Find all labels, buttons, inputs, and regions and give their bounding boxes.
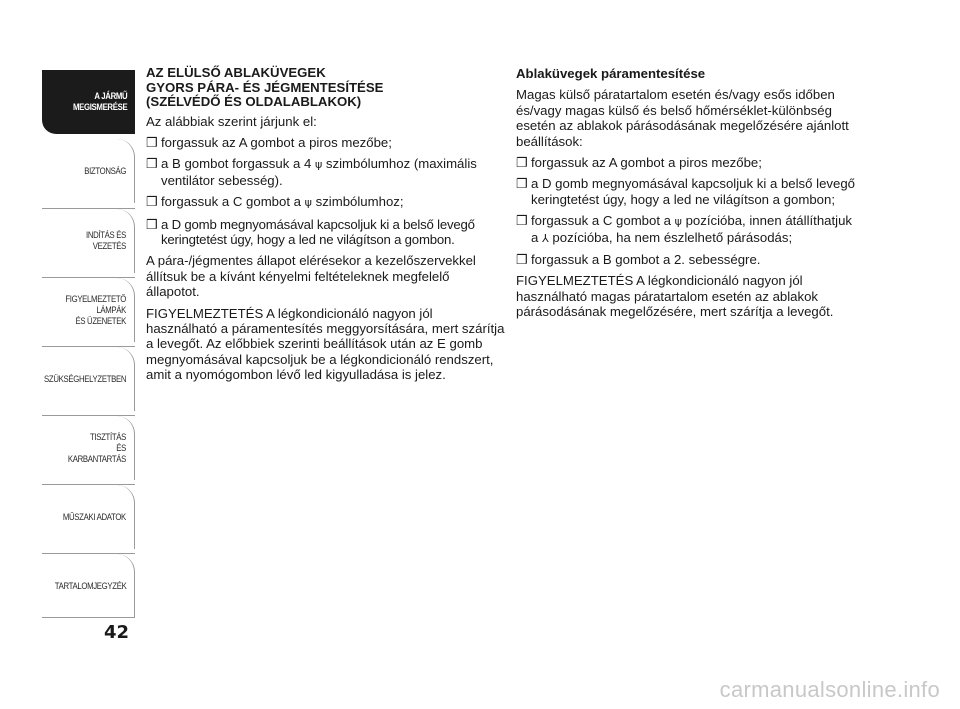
list-item	[516, 176, 861, 207]
checkbox-bullet-icon: ❒	[516, 252, 528, 268]
defrost-symbol-icon: ψ	[304, 196, 312, 210]
body-paragraph: A pára-/jégmentes állapot elérésekor a kezelőszervekkel állítsuk be a kívánt kényelmi feltételeknek megfelelő állapotot.	[146, 253, 476, 300]
tab-label: TARTALOMJEGYZÉK	[54, 580, 126, 592]
list-item-text: a B gombot forgassuk a 4	[161, 156, 315, 172]
list-item	[516, 155, 861, 170]
sidebar-bottom-rule	[42, 617, 135, 618]
heading-line: (SZÉLVÉDŐ ÉS OLDALABLAKOK)	[146, 94, 362, 109]
right-column	[516, 66, 861, 326]
list-item	[516, 252, 861, 267]
checkbox-bullet-icon: ❒	[516, 155, 528, 171]
checkbox-bullet-icon: ❒	[516, 176, 528, 192]
tab-a-jarmu-megismerese[interactable]	[42, 70, 135, 134]
section-heading	[146, 66, 506, 110]
tab-inditas-es-vezetes[interactable]	[42, 209, 135, 273]
warning-paragraph: FIGYELMEZTETÉS A légkondicionáló nagyon jól használható magas páratartalom esetén az ablakok párásodásának megelőzésére, mert szárítja a levegőt.	[516, 273, 834, 320]
list-item-text: szimbólumhoz;	[311, 194, 404, 210]
tab-tisztitas-es-karbantartas[interactable]	[42, 416, 135, 480]
list-item-text: forgassuk a C gombot a	[161, 194, 305, 210]
left-column	[146, 66, 506, 389]
list-item	[146, 156, 506, 188]
tab-label: SZÜKSÉGHELYZETBEN	[43, 373, 126, 385]
tab-biztonsag[interactable]	[42, 139, 135, 203]
checkbox-bullet-icon: ❒	[146, 216, 158, 232]
list-item-text: forgassuk az A gombot a piros mezőbe;	[531, 155, 762, 171]
checkbox-bullet-icon: ❒	[516, 213, 528, 229]
checkbox-bullet-icon: ❒	[146, 194, 158, 210]
list-item-text: forgassuk a B gombot a 2. sebességre.	[531, 252, 761, 268]
tab-label: MŰSZAKI ADATOK	[62, 511, 126, 523]
checkbox-bullet-icon: ❒	[146, 134, 158, 150]
tab-label: FIGYELMEZTETŐ LÁMPÁK ÉS ÜZENETEK	[65, 293, 126, 327]
section-subheading: Ablaküvegek páramentesítése	[516, 66, 706, 81]
list-item-text: forgassuk az A gombot a piros mezőbe;	[161, 134, 392, 150]
intro-text: Magas külső páratartalom esetén és/vagy esős időben és/vagy magas külső és belső hőmérséklet-különbség esetén az ablakok párásodásának megelőzésére ajánlott beállítások:	[516, 87, 849, 149]
intro-text: Az alábbiak szerint járjunk el:	[146, 113, 317, 129]
heading-line: AZ ELÜLSŐ ABLAKÜVEGEK	[146, 65, 326, 80]
tab-label: INDÍTÁS ÉS VEZETÉS	[85, 230, 126, 252]
tab-label: A JÁRMŰ MEGISMERÉSE	[72, 91, 127, 113]
tab-szukseghelyzetben[interactable]	[42, 347, 135, 411]
list-item-text: a D gomb megnyomásával kapcsoljuk ki a belső levegő keringtetést úgy, hogy a led ne világítson a gombon;	[531, 176, 855, 207]
warning-paragraph: FIGYELMEZTETÉS A légkondicionáló nagyon jól használható a páramentesítés meggyorsítására, mert szárítja a levegőt. Az előbbiek szerinti beállítások után az E gomb megnyomásával kapcsoljuk be a légkondicionáló rendszert, amit a nyomógombon lévő led kigyulladása is jelez.	[146, 305, 505, 383]
list-item	[146, 135, 506, 150]
tab-label: BIZTONSÁG	[84, 165, 126, 177]
defrost-symbol-icon: ψ	[674, 215, 682, 229]
watermark: carmanualsonline.info	[719, 677, 940, 702]
feet-windscreen-symbol-icon: ⅄	[542, 231, 549, 245]
list-item-text: szimbólumhoz (maximális ventilátor sebesség).	[161, 156, 477, 188]
list-item-text: pozícióba, ha nem észlelhető párásodás;	[548, 229, 793, 245]
list-item-text: pozícióba, innen átállíthatjuk a	[531, 213, 853, 245]
list-item	[146, 217, 506, 248]
checkbox-bullet-icon: ❒	[146, 156, 158, 172]
tab-tartalomjegyzek[interactable]	[42, 554, 135, 618]
tab-label: TISZTÍTÁS ÉS KARBANTARTÁS	[67, 431, 126, 465]
list-item-text: forgassuk a C gombot a	[531, 213, 675, 229]
tab-figyelmezteto-lampak[interactable]	[42, 278, 135, 342]
list-item	[146, 194, 506, 210]
list-item-text: a D gomb megnyomásával kapcsoljuk ki a belső levegő keringtetést úgy, hogy a led ne világítson a gombon.	[161, 216, 475, 247]
defrost-symbol-icon: ψ	[314, 158, 323, 172]
page-number: 42	[104, 622, 130, 643]
heading-line: GYORS PÁRA- ÉS JÉGMENTESÍTÉSE	[146, 79, 384, 95]
tab-muszaki-adatok[interactable]	[42, 485, 135, 549]
list-item	[516, 213, 861, 246]
